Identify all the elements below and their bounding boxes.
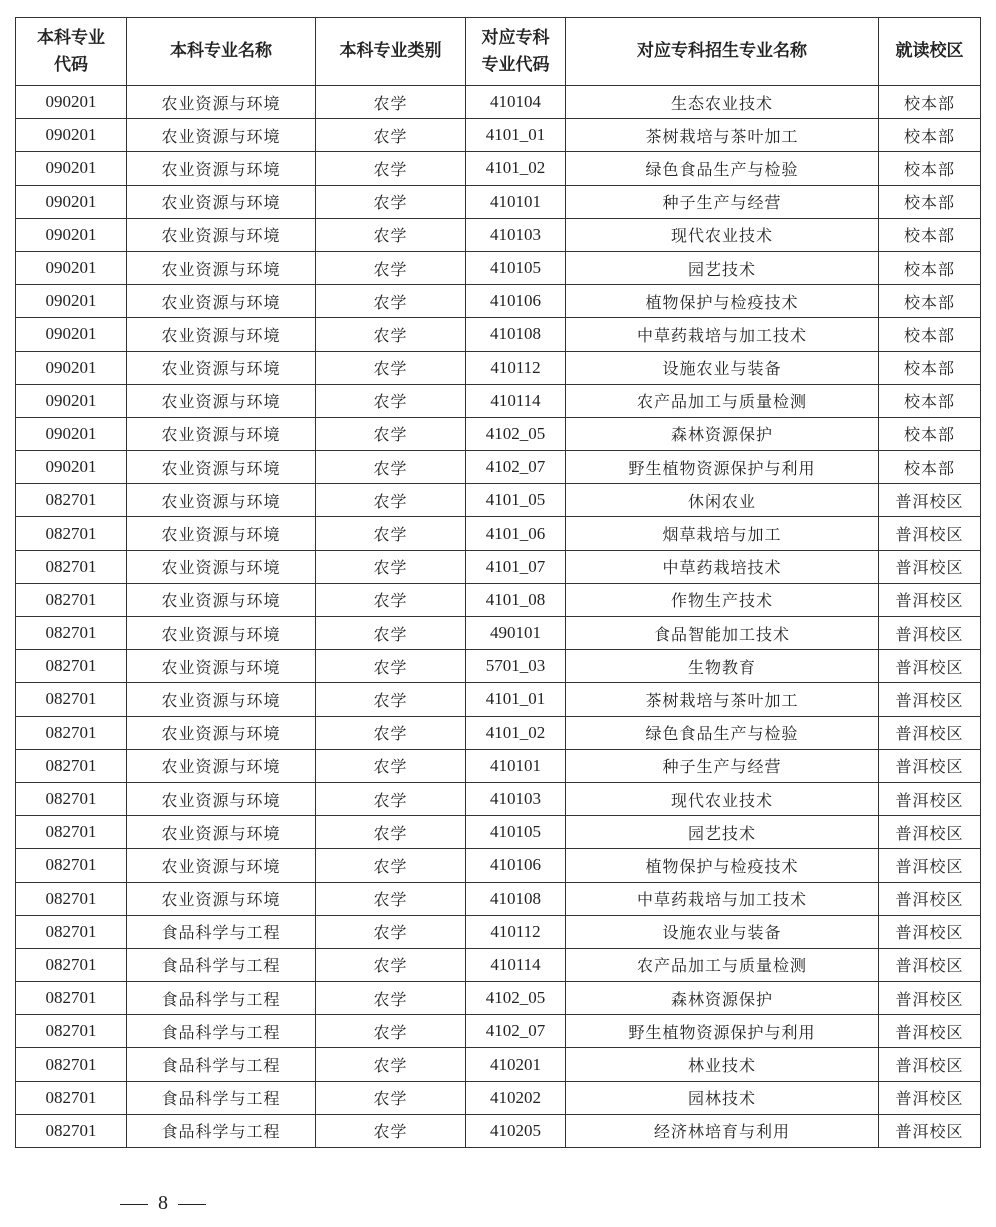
cell-junior-name: 茶树栽培与茶叶加工: [566, 683, 879, 716]
cell-junior-code: 4102_05: [466, 417, 566, 450]
footer-dash-left: [120, 1204, 148, 1205]
cell-campus: 校本部: [879, 285, 981, 318]
cell-junior-name: 野生植物资源保护与利用: [566, 451, 879, 484]
cell-undergrad-category: 农学: [316, 716, 466, 749]
cell-junior-name: 经济林培育与利用: [566, 1114, 879, 1147]
table-row: [16, 417, 981, 450]
cell-junior-code: 4101_01: [466, 119, 566, 152]
cell-undergrad-category: 农学: [316, 782, 466, 815]
header-undergrad-category: [316, 18, 466, 86]
cell-undergrad-category: 农学: [316, 384, 466, 417]
header-undergrad-name: [127, 18, 316, 86]
cell-junior-code: 410114: [466, 384, 566, 417]
cell-junior-code: 5701_03: [466, 650, 566, 683]
cell-undergrad-category: 农学: [316, 583, 466, 616]
table-row: [16, 782, 981, 815]
cell-undergrad-category: 农学: [316, 517, 466, 550]
cell-junior-code: 4102_07: [466, 451, 566, 484]
cell-undergrad-category: 农学: [316, 251, 466, 284]
cell-junior-code: 410105: [466, 251, 566, 284]
header-line: 本科专业: [37, 27, 105, 48]
cell-undergrad-category: 农学: [316, 451, 466, 484]
cell-undergrad-category: 农学: [316, 119, 466, 152]
cell-junior-name: 作物生产技术: [566, 583, 879, 616]
table-row: [16, 484, 981, 517]
cell-undergrad-category: 农学: [316, 816, 466, 849]
cell-undergrad-code: 090201: [16, 218, 127, 251]
table-row: [16, 882, 981, 915]
cell-undergrad-name: 农业资源与环境: [127, 119, 316, 152]
cell-undergrad-code: 090201: [16, 351, 127, 384]
cell-junior-name: 设施农业与装备: [566, 351, 879, 384]
table-row: [16, 251, 981, 284]
cell-junior-code: 410104: [466, 86, 566, 119]
cell-junior-name: 野生植物资源保护与利用: [566, 1015, 879, 1048]
cell-junior-code: 4101_07: [466, 550, 566, 583]
cell-junior-code: 4101_02: [466, 716, 566, 749]
cell-undergrad-category: 农学: [316, 484, 466, 517]
cell-junior-code: 410103: [466, 782, 566, 815]
cell-undergrad-name: 农业资源与环境: [127, 318, 316, 351]
cell-undergrad-name: 农业资源与环境: [127, 849, 316, 882]
table-row: [16, 683, 981, 716]
cell-junior-code: 4102_07: [466, 1015, 566, 1048]
cell-undergrad-code: 090201: [16, 152, 127, 185]
cell-undergrad-code: 082701: [16, 882, 127, 915]
cell-undergrad-name: 农业资源与环境: [127, 550, 316, 583]
cell-campus: 普洱校区: [879, 782, 981, 815]
cell-undergrad-code: 090201: [16, 251, 127, 284]
cell-campus: 普洱校区: [879, 484, 981, 517]
cell-junior-name: 种子生产与经营: [566, 185, 879, 218]
cell-junior-code: 410101: [466, 185, 566, 218]
footer-dash-right: [178, 1204, 206, 1205]
cell-junior-code: 4101_06: [466, 517, 566, 550]
cell-undergrad-category: 农学: [316, 318, 466, 351]
cell-undergrad-code: 082701: [16, 749, 127, 782]
table-row: [16, 915, 981, 948]
cell-undergrad-name: 食品科学与工程: [127, 1015, 316, 1048]
cell-undergrad-code: 082701: [16, 816, 127, 849]
cell-undergrad-code: 090201: [16, 185, 127, 218]
cell-undergrad-name: 食品科学与工程: [127, 948, 316, 981]
cell-junior-code: 410202: [466, 1081, 566, 1114]
cell-undergrad-name: 农业资源与环境: [127, 185, 316, 218]
table-row: [16, 1081, 981, 1114]
table-row: [16, 1015, 981, 1048]
cell-undergrad-name: 农业资源与环境: [127, 517, 316, 550]
cell-campus: 校本部: [879, 451, 981, 484]
cell-undergrad-code: 090201: [16, 318, 127, 351]
cell-junior-name: 种子生产与经营: [566, 749, 879, 782]
cell-junior-name: 食品智能加工技术: [566, 617, 879, 650]
cell-undergrad-category: 农学: [316, 617, 466, 650]
cell-junior-name: 生物教育: [566, 650, 879, 683]
table-row: [16, 849, 981, 882]
cell-undergrad-name: 农业资源与环境: [127, 816, 316, 849]
cell-campus: 普洱校区: [879, 1081, 981, 1114]
table-row: [16, 617, 981, 650]
cell-junior-name: 中草药栽培与加工技术: [566, 882, 879, 915]
cell-undergrad-category: 农学: [316, 882, 466, 915]
cell-undergrad-name: 农业资源与环境: [127, 484, 316, 517]
cell-junior-name: 绿色食品生产与检验: [566, 152, 879, 185]
cell-undergrad-code: 090201: [16, 451, 127, 484]
cell-undergrad-category: 农学: [316, 1048, 466, 1081]
header-line: 专业代码: [481, 54, 550, 75]
cell-campus: 普洱校区: [879, 982, 981, 1015]
cell-undergrad-code: 082701: [16, 583, 127, 616]
cell-undergrad-name: 农业资源与环境: [127, 351, 316, 384]
table-row: [16, 716, 981, 749]
cell-junior-name: 植物保护与检疫技术: [566, 849, 879, 882]
cell-junior-code: 410106: [466, 849, 566, 882]
header-line: 本科专业名称: [170, 41, 272, 61]
table-row: [16, 384, 981, 417]
cell-junior-name: 设施农业与装备: [566, 915, 879, 948]
header-undergrad-code: [16, 18, 127, 86]
cell-junior-name: 园林技术: [566, 1081, 879, 1114]
cell-junior-name: 园艺技术: [566, 251, 879, 284]
cell-junior-code: 4101_08: [466, 583, 566, 616]
cell-junior-name: 生态农业技术: [566, 86, 879, 119]
cell-campus: 校本部: [879, 417, 981, 450]
cell-undergrad-code: 090201: [16, 86, 127, 119]
cell-undergrad-category: 农学: [316, 650, 466, 683]
major-mapping-table: [15, 17, 981, 1148]
cell-undergrad-category: 农学: [316, 1081, 466, 1114]
cell-campus: 普洱校区: [879, 915, 981, 948]
header-line: 本科专业类别: [339, 41, 442, 61]
cell-campus: 普洱校区: [879, 583, 981, 616]
cell-junior-code: 410201: [466, 1048, 566, 1081]
cell-campus: 普洱校区: [879, 683, 981, 716]
table-row: [16, 152, 981, 185]
table-row: [16, 749, 981, 782]
cell-undergrad-name: 农业资源与环境: [127, 86, 316, 119]
cell-junior-code: 4102_05: [466, 982, 566, 1015]
cell-undergrad-category: 农学: [316, 152, 466, 185]
cell-junior-name: 林业技术: [566, 1048, 879, 1081]
cell-junior-name: 烟草栽培与加工: [566, 517, 879, 550]
cell-undergrad-code: 082701: [16, 1081, 127, 1114]
cell-junior-code: 410105: [466, 816, 566, 849]
cell-junior-name: 休闲农业: [566, 484, 879, 517]
cell-undergrad-name: 农业资源与环境: [127, 251, 316, 284]
cell-undergrad-code: 082701: [16, 1114, 127, 1147]
cell-junior-name: 中草药栽培技术: [566, 550, 879, 583]
cell-undergrad-category: 农学: [316, 1015, 466, 1048]
cell-undergrad-name: 食品科学与工程: [127, 915, 316, 948]
cell-undergrad-name: 农业资源与环境: [127, 218, 316, 251]
table-row: [16, 185, 981, 218]
header-campus: [879, 18, 981, 86]
cell-undergrad-name: 食品科学与工程: [127, 1081, 316, 1114]
table-row: [16, 583, 981, 616]
cell-undergrad-code: 082701: [16, 1048, 127, 1081]
cell-undergrad-code: 082701: [16, 650, 127, 683]
cell-undergrad-name: 农业资源与环境: [127, 716, 316, 749]
cell-campus: 校本部: [879, 152, 981, 185]
cell-undergrad-code: 090201: [16, 119, 127, 152]
cell-undergrad-category: 农学: [316, 86, 466, 119]
cell-junior-name: 农产品加工与质量检测: [566, 948, 879, 981]
cell-undergrad-code: 082701: [16, 517, 127, 550]
cell-junior-name: 绿色食品生产与检验: [566, 716, 879, 749]
cell-undergrad-code: 082701: [16, 550, 127, 583]
cell-undergrad-code: 090201: [16, 384, 127, 417]
cell-junior-code: 410101: [466, 749, 566, 782]
cell-undergrad-category: 农学: [316, 982, 466, 1015]
cell-undergrad-name: 农业资源与环境: [127, 583, 316, 616]
cell-undergrad-code: 082701: [16, 948, 127, 981]
cell-undergrad-name: 农业资源与环境: [127, 882, 316, 915]
cell-undergrad-name: 农业资源与环境: [127, 749, 316, 782]
cell-campus: 普洱校区: [879, 650, 981, 683]
cell-campus: 校本部: [879, 86, 981, 119]
table-row: [16, 650, 981, 683]
cell-junior-code: 410106: [466, 285, 566, 318]
cell-undergrad-category: 农学: [316, 683, 466, 716]
cell-junior-name: 农产品加工与质量检测: [566, 384, 879, 417]
cell-undergrad-code: 082701: [16, 484, 127, 517]
table-row: [16, 816, 981, 849]
table-row: [16, 285, 981, 318]
cell-campus: 普洱校区: [879, 517, 981, 550]
cell-campus: 校本部: [879, 251, 981, 284]
cell-junior-code: 410112: [466, 915, 566, 948]
cell-undergrad-category: 农学: [316, 218, 466, 251]
cell-junior-name: 茶树栽培与茶叶加工: [566, 119, 879, 152]
cell-junior-name: 中草药栽培与加工技术: [566, 318, 879, 351]
header-junior-name: [566, 18, 879, 86]
cell-junior-code: 410108: [466, 318, 566, 351]
cell-undergrad-name: 农业资源与环境: [127, 683, 316, 716]
cell-undergrad-category: 农学: [316, 749, 466, 782]
cell-campus: 校本部: [879, 384, 981, 417]
table-row: [16, 1048, 981, 1081]
table-header: [16, 18, 981, 86]
cell-junior-code: 410103: [466, 218, 566, 251]
header-line: 代码: [54, 54, 88, 75]
table-row: [16, 318, 981, 351]
table-row: [16, 948, 981, 981]
cell-junior-code: 490101: [466, 617, 566, 650]
cell-undergrad-code: 090201: [16, 285, 127, 318]
table-row: [16, 451, 981, 484]
cell-undergrad-category: 农学: [316, 849, 466, 882]
cell-undergrad-category: 农学: [316, 185, 466, 218]
cell-undergrad-name: 农业资源与环境: [127, 782, 316, 815]
table-row: [16, 517, 981, 550]
cell-junior-name: 植物保护与检疫技术: [566, 285, 879, 318]
cell-undergrad-category: 农学: [316, 948, 466, 981]
cell-undergrad-name: 食品科学与工程: [127, 982, 316, 1015]
header-line: 就读校区: [895, 41, 964, 61]
page-number: 8: [158, 1192, 168, 1214]
cell-undergrad-code: 082701: [16, 617, 127, 650]
cell-campus: 普洱校区: [879, 948, 981, 981]
cell-undergrad-name: 食品科学与工程: [127, 1114, 316, 1147]
cell-junior-name: 现代农业技术: [566, 782, 879, 815]
cell-campus: 普洱校区: [879, 849, 981, 882]
cell-undergrad-name: 农业资源与环境: [127, 384, 316, 417]
cell-undergrad-code: 082701: [16, 982, 127, 1015]
cell-undergrad-name: 农业资源与环境: [127, 451, 316, 484]
cell-junior-code: 4101_01: [466, 683, 566, 716]
cell-junior-name: 园艺技术: [566, 816, 879, 849]
table-row: [16, 550, 981, 583]
cell-campus: 普洱校区: [879, 1048, 981, 1081]
table-row: [16, 351, 981, 384]
cell-undergrad-code: 082701: [16, 849, 127, 882]
table-row: [16, 982, 981, 1015]
cell-undergrad-name: 农业资源与环境: [127, 285, 316, 318]
cell-campus: 普洱校区: [879, 617, 981, 650]
cell-campus: 普洱校区: [879, 1015, 981, 1048]
cell-undergrad-name: 农业资源与环境: [127, 650, 316, 683]
cell-campus: 普洱校区: [879, 882, 981, 915]
cell-undergrad-category: 农学: [316, 550, 466, 583]
header-junior-code: [466, 18, 566, 86]
cell-campus: 普洱校区: [879, 816, 981, 849]
cell-campus: 校本部: [879, 119, 981, 152]
cell-campus: 校本部: [879, 318, 981, 351]
cell-junior-code: 410114: [466, 948, 566, 981]
cell-junior-name: 现代农业技术: [566, 218, 879, 251]
table-row: [16, 1114, 981, 1147]
cell-undergrad-name: 食品科学与工程: [127, 1048, 316, 1081]
cell-undergrad-code: 090201: [16, 417, 127, 450]
header-row: [16, 18, 981, 86]
table-row: [16, 218, 981, 251]
header-line: 对应专科: [481, 27, 550, 48]
cell-campus: 普洱校区: [879, 716, 981, 749]
header-line: 对应专科招生专业名称: [637, 41, 807, 61]
cell-junior-code: 410112: [466, 351, 566, 384]
cell-campus: 校本部: [879, 185, 981, 218]
cell-undergrad-category: 农学: [316, 915, 466, 948]
cell-campus: 普洱校区: [879, 1114, 981, 1147]
cell-undergrad-category: 农学: [316, 1114, 466, 1147]
table-row: [16, 119, 981, 152]
cell-undergrad-name: 农业资源与环境: [127, 617, 316, 650]
cell-undergrad-name: 农业资源与环境: [127, 417, 316, 450]
cell-junior-code: 4101_05: [466, 484, 566, 517]
cell-undergrad-code: 082701: [16, 915, 127, 948]
cell-undergrad-code: 082701: [16, 782, 127, 815]
cell-junior-code: 4101_02: [466, 152, 566, 185]
cell-undergrad-category: 农学: [316, 351, 466, 384]
cell-undergrad-code: 082701: [16, 716, 127, 749]
cell-campus: 普洱校区: [879, 550, 981, 583]
cell-junior-name: 森林资源保护: [566, 982, 879, 1015]
page-footer: [120, 1192, 206, 1215]
cell-junior-code: 410205: [466, 1114, 566, 1147]
cell-undergrad-code: 082701: [16, 1015, 127, 1048]
cell-undergrad-code: 082701: [16, 683, 127, 716]
cell-campus: 校本部: [879, 351, 981, 384]
cell-undergrad-category: 农学: [316, 285, 466, 318]
cell-campus: 校本部: [879, 218, 981, 251]
cell-junior-name: 森林资源保护: [566, 417, 879, 450]
cell-junior-code: 410108: [466, 882, 566, 915]
table-body: [16, 86, 981, 1148]
table-row: [16, 86, 981, 119]
cell-campus: 普洱校区: [879, 749, 981, 782]
cell-undergrad-name: 农业资源与环境: [127, 152, 316, 185]
cell-undergrad-category: 农学: [316, 417, 466, 450]
